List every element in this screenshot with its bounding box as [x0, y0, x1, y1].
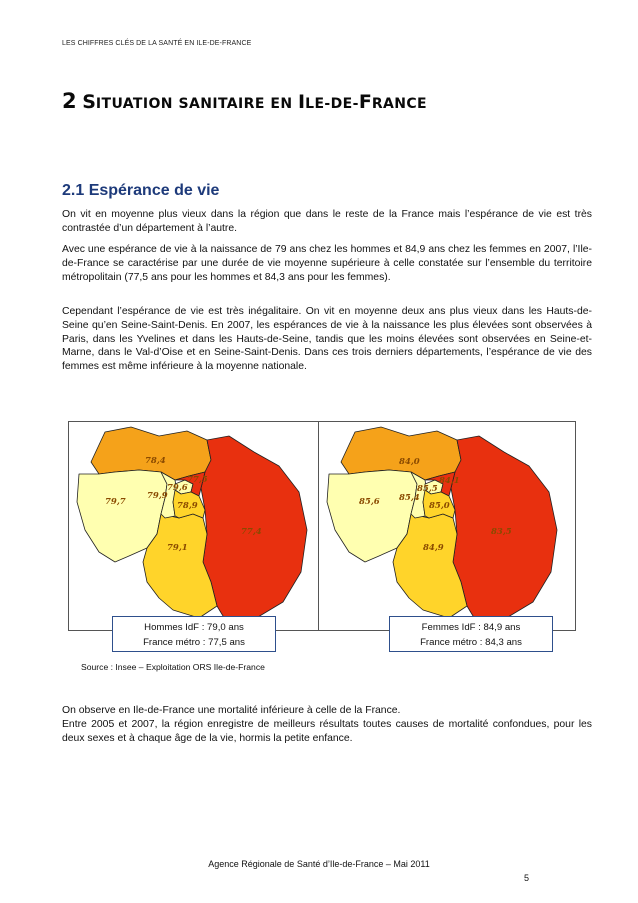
label-paris: 79,6 — [167, 483, 188, 493]
legend-women — [389, 616, 553, 652]
legend-men — [112, 616, 276, 652]
paragraph-1: On vit en moyenne plus vieux dans la région que dans le reste de la France mais l’espérance de vie est très contrastée d’un département à l’autre. — [62, 209, 592, 234]
running-header: LES CHIFFRES CLÉS DE LA SANTÉ EN ILE-DE-FRANCE — [62, 40, 252, 47]
label-val-doise: 78,4 — [145, 456, 166, 466]
paragraph-4b: Entre 2005 et 2007, la région enregistre de meilleurs résultats toutes causes de mortalité confondues, pour les deux sexes et à chaque âge de la vie, hormis la petite enfance. — [62, 719, 592, 744]
label-seine-saint-denis: 84,1 — [439, 476, 460, 486]
maps-figure — [68, 421, 576, 631]
page-footer: Agence Régionale de Santé d’Ile-de-France – Mai 2011 — [208, 859, 430, 869]
legend-women-france: France métro : 84,3 ans — [420, 637, 522, 648]
label-val-doise: 84,0 — [399, 457, 420, 467]
paragraph-2: Avec une espérance de vie à la naissance de 79 ans chez les hommes et 84,9 ans chez les femmes en 2007, l’Ile-de-France se caractérise par une durée de vie moyenne supérieure à celle constatée sur l’ensemble du territoire métropolitain (77,5 ans pour les hommes et 84,3 ans pour les femmes). — [62, 244, 592, 283]
label-essonne: 84,9 — [423, 543, 444, 553]
section-title: 2.1 Espérance de vie — [62, 182, 220, 199]
label-val-de-marne: 78,9 — [177, 501, 198, 511]
label-val-de-marne: 85,0 — [429, 501, 450, 511]
label-hauts-de-seine: 79,9 — [147, 491, 168, 501]
chapter-word-3: EN — [270, 96, 293, 112]
chapter-word-5-initial: F — [358, 91, 372, 113]
chapter-word-1-initial: S — [82, 91, 96, 113]
label-essonne: 79,1 — [167, 543, 188, 553]
label-hauts-de-seine: 85,4 — [399, 493, 420, 503]
chapter-title — [62, 91, 427, 112]
paragraph-4a: On observe en Ile-de-France une mortalité inférieure à celle de la France. — [62, 705, 401, 716]
legend-women-idf: Femmes IdF : 84,9 ans — [421, 622, 521, 633]
label-seine-et-marne: 83,5 — [491, 527, 512, 537]
legend-men-france: France métro : 77,5 ans — [143, 637, 245, 648]
label-seine-et-marne: 77,4 — [241, 527, 262, 537]
chapter-word-5-rest: RANCE — [371, 96, 427, 112]
label-yvelines: 79,7 — [105, 497, 126, 507]
label-yvelines: 85,6 — [359, 497, 380, 507]
chapter-word-1-rest: ITUATION — [95, 96, 173, 112]
page-number: 5 — [524, 873, 530, 883]
label-seine-saint-denis: 77,5 — [187, 475, 208, 485]
legend-men-idf: Hommes IdF : 79,0 ans — [144, 622, 244, 633]
label-paris: 85,5 — [417, 484, 438, 494]
chapter-number: 2 — [62, 89, 77, 113]
chapter-word-2: SANITAIRE — [178, 96, 265, 112]
map-women — [318, 421, 576, 631]
map-men — [68, 421, 326, 631]
figure-source: Source : Insee – Exploitation ORS Ile-de-France — [81, 662, 265, 672]
paragraph-3: Cependant l’espérance de vie est très inégalitaire. On vit en moyenne deux ans plus vieux dans les Hauts-de-Seine qu’en Seine-Saint-Denis. En 2007, les espérances de vie à la naissance les plus élevées sont observées à Paris, dans les Yvelines et dans les Hauts-de-Seine, tandis que les moins élevées sont observées en Seine-et-Marne, dans le Val-d’Oise et en Seine-Saint-Denis. Dans ces trois derniers départements, l’espérance de vie des femmes est même inférieure à la moyenne nationale. — [62, 306, 592, 373]
chapter-word-4-initial: I — [298, 91, 306, 113]
chapter-word-4-rest: LE-DE- — [305, 96, 359, 112]
